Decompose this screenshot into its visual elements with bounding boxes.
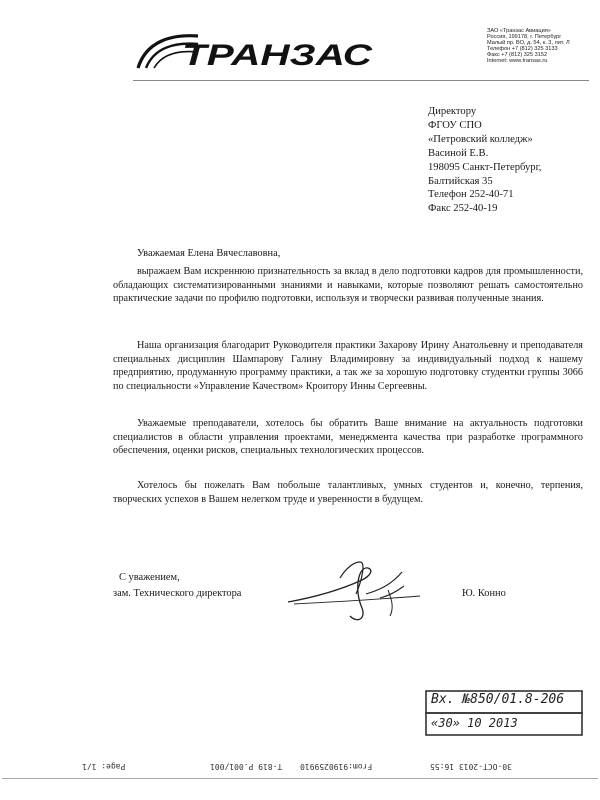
signature-icon xyxy=(270,550,430,630)
addressee-line: Телефон 252-40-71 xyxy=(428,189,514,201)
sender-contacts xyxy=(487,28,597,65)
fax-number: T-819 P.001/001 xyxy=(210,762,283,771)
body-paragraph: Хотелось бы пожелать Вам побольше талантливых, умных студентов и, конечно, терпения, творческих успехов в Вашем нелегком труде и уверенности в будущем. xyxy=(113,480,583,505)
addressee-line: Балтийская 35 xyxy=(428,175,493,187)
stamp-number: Вх. №850/01.8-206 xyxy=(431,692,565,707)
fax-datetime: 30-OCT-2013 16:55 xyxy=(430,762,512,771)
sender-line: Малый пр. ВО, д. 54, к. 3, лит. Л xyxy=(487,40,570,47)
fax-from: From:9190259910 xyxy=(300,762,373,771)
logo-wordmark: ТРАНЗАС xyxy=(182,39,374,72)
body-paragraph: выражаем Вам искреннюю признательность за вклад в дело подготовки кадров для промышленности, обладающих систематизированными знаниями и навыками, которые позволяют решать самостоятельно практические задачи по профилю подготовки, используя и творчески развивая полученные знания. xyxy=(113,266,583,305)
body-paragraph: Уважаемые преподаватели, хотелось бы обратить Ваше внимание на актуальность подготовки специалистов в области управления проектами, менеджмента качества при разработке программного обеспечения, оценки рисков, специальных технологических процессов. xyxy=(113,418,583,457)
sender-line: Россия, 199178, г. Петербург xyxy=(487,34,562,41)
addressee-line: Васиной Е.В. xyxy=(428,147,489,159)
fax-divider xyxy=(2,778,598,779)
closing-regards: С уважением, xyxy=(119,572,180,583)
sender-line: Internet: www.transas.ru xyxy=(487,58,548,65)
incoming-registration-stamp xyxy=(425,690,585,750)
company-logo xyxy=(132,28,382,72)
sender-line: ЗАО «Транзас Авиация» xyxy=(487,28,551,34)
body-paragraph: Наша организация благодарит Руководителя практики Захарову Ирину Анатольевну и преподавателя специальных дисциплин Шампарову Галину Владимировну за индивидуальный подход к нашему предприятию, продуманную программу практики, а так же за хорошую подготовку студентки группы 3066 по специальности «Управление Качеством» Кроитору Инны Сергеевны. xyxy=(113,340,583,393)
fax-transmission-footer xyxy=(0,762,600,776)
addressee-line: 198095 Санкт-Петербург, xyxy=(428,161,542,173)
addressee-line: Факс 252-40-19 xyxy=(428,203,498,215)
addressee-line: Директору xyxy=(428,106,477,117)
addressee-line: ФГОУ СПО xyxy=(428,119,482,131)
fax-page: Page: 1/1 xyxy=(82,762,126,771)
transas-logo-icon xyxy=(132,28,382,72)
sender-line: Телефон +7 (812) 325 3133 xyxy=(487,46,558,53)
stamp-date: «30» 10 2013 xyxy=(431,716,518,730)
sender-line: Факс +7 (812) 325 3152 xyxy=(487,52,548,59)
signer-name: Ю. Конно xyxy=(462,588,506,599)
header-divider xyxy=(133,80,589,81)
greeting: Уважаемая Елена Вячеславовна, xyxy=(137,248,281,259)
signer-position: зам. Технического директора xyxy=(113,588,242,599)
addressee-line: «Петровский колледж» xyxy=(428,133,533,145)
addressee-block xyxy=(428,105,541,216)
